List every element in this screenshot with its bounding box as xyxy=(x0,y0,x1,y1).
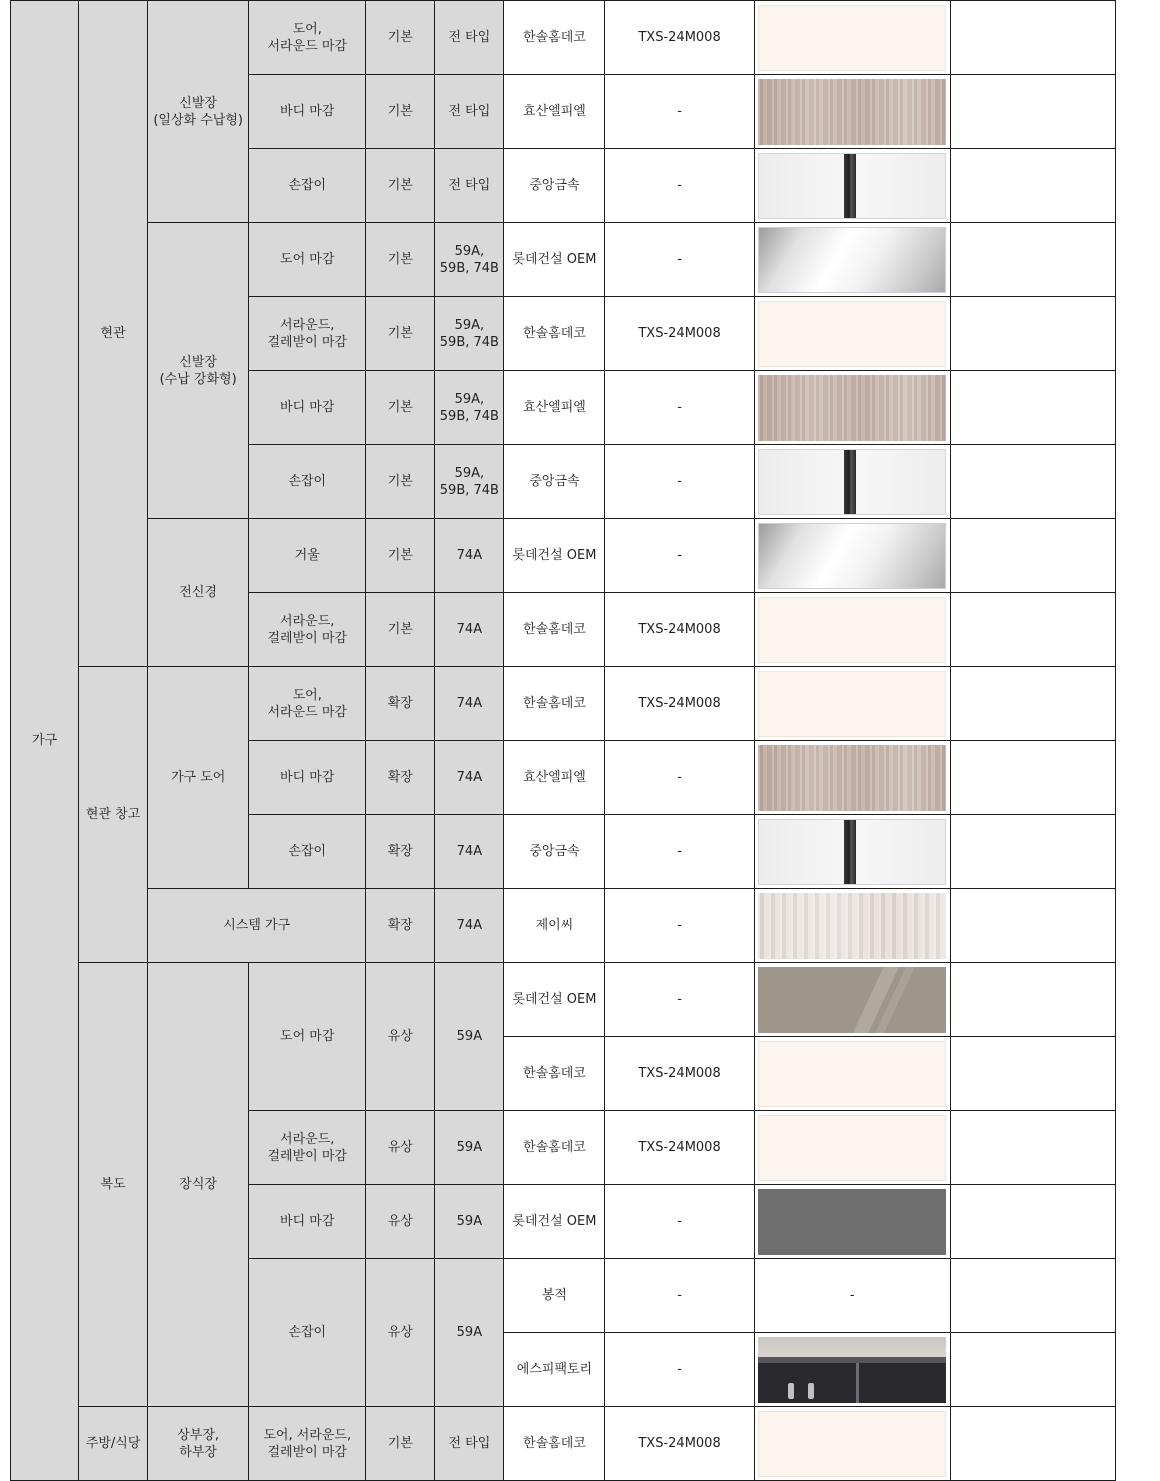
swatch-cell xyxy=(754,667,950,741)
wood-swatch-image xyxy=(758,375,946,441)
option-cell: 확장 xyxy=(366,667,435,741)
type-cell: 전 타입 xyxy=(435,1407,504,1481)
swatch-cell xyxy=(754,815,950,889)
maker-cell: 한솔홈데코 xyxy=(504,297,605,371)
option-cell: 기본 xyxy=(366,75,435,149)
code-cell: - xyxy=(605,889,754,963)
table-row xyxy=(11,223,1116,297)
maker-cell: 롯데건설 OEM xyxy=(504,963,605,1037)
type-cell: 59A xyxy=(435,1185,504,1259)
remark-cell xyxy=(950,815,1115,889)
type-cell: 74A xyxy=(435,667,504,741)
option-cell: 확장 xyxy=(366,815,435,889)
option-cell: 확장 xyxy=(366,889,435,963)
item-cell: 전신경 xyxy=(148,519,249,667)
part-label: 도어, 서라운드 마감 xyxy=(267,687,347,720)
part-cell: 바디 마감 xyxy=(249,75,366,149)
part-cell xyxy=(249,667,366,741)
item-label: 상부장, 하부장 xyxy=(177,1427,220,1460)
code-cell: - xyxy=(605,75,754,149)
code-cell: - xyxy=(605,741,754,815)
option-cell: 기본 xyxy=(366,223,435,297)
code-cell: TXS-24M008 xyxy=(605,1111,754,1185)
maker-cell: 한솔홈데코 xyxy=(504,1407,605,1481)
mirror-swatch-image xyxy=(758,227,946,293)
remark-cell xyxy=(950,149,1115,223)
table-row xyxy=(11,1407,1116,1481)
option-cell: 유상 xyxy=(366,963,435,1111)
remark-cell xyxy=(950,1037,1115,1111)
item-label: 신발장 (수납 강화형) xyxy=(159,354,237,387)
remark-cell xyxy=(950,1333,1115,1407)
space-cell: 주방/식당 xyxy=(79,1407,148,1481)
code-cell: TXS-24M008 xyxy=(605,1,754,75)
cream-swatch-image xyxy=(758,1115,946,1181)
swatch-cell xyxy=(754,1037,950,1111)
type-cell: 전 타입 xyxy=(435,75,504,149)
remark-cell xyxy=(950,593,1115,667)
swatch-cell xyxy=(754,149,950,223)
cream-swatch-image xyxy=(758,301,946,367)
handle-swatch-image xyxy=(758,819,946,885)
code-cell: TXS-24M008 xyxy=(605,667,754,741)
maker-cell: 롯데건설 OEM xyxy=(504,1185,605,1259)
option-cell: 유상 xyxy=(366,1185,435,1259)
swatch-cell xyxy=(754,1111,950,1185)
table-row xyxy=(11,519,1116,593)
part-cell xyxy=(249,593,366,667)
code-cell: TXS-24M008 xyxy=(605,1037,754,1111)
swatch-cell xyxy=(754,371,950,445)
type-cell: 74A xyxy=(435,889,504,963)
part-cell xyxy=(249,1,366,75)
code-cell: TXS-24M008 xyxy=(605,297,754,371)
type-cell: 74A xyxy=(435,815,504,889)
part-cell: 손잡이 xyxy=(249,1259,366,1407)
gray-swatch-image xyxy=(758,1189,946,1255)
handle-swatch-image xyxy=(758,449,946,515)
cream-swatch-image xyxy=(758,1041,946,1107)
swatch-cell xyxy=(754,75,950,149)
remark-cell xyxy=(950,667,1115,741)
part-cell: 도어 마감 xyxy=(249,223,366,297)
code-cell: - xyxy=(605,223,754,297)
type-cell: 59A xyxy=(435,1259,504,1407)
option-cell: 기본 xyxy=(366,371,435,445)
item-cell: 시스템 가구 xyxy=(148,889,366,963)
item-cell xyxy=(148,1,249,223)
maker-cell: 효산엘피엘 xyxy=(504,371,605,445)
type-cell: 74A xyxy=(435,519,504,593)
option-cell: 유상 xyxy=(366,1259,435,1407)
code-cell: - xyxy=(605,371,754,445)
part-label: 도어, 서라운드, 걸레받이 마감 xyxy=(263,1427,352,1460)
code-cell: - xyxy=(605,149,754,223)
finish-spec-table xyxy=(10,0,1116,1481)
maker-cell: 롯데건설 OEM xyxy=(504,519,605,593)
space-cell: 복도 xyxy=(79,963,148,1407)
swatch-cell xyxy=(754,1333,950,1407)
swatch-cell xyxy=(754,741,950,815)
swatch-cell xyxy=(754,519,950,593)
part-cell: 도어 마감 xyxy=(249,963,366,1111)
light-wood-swatch-image xyxy=(758,893,946,959)
table-row xyxy=(11,889,1116,963)
type-cell: 59A xyxy=(435,963,504,1111)
option-cell: 확장 xyxy=(366,741,435,815)
type-cell: 전 타입 xyxy=(435,1,504,75)
item-cell xyxy=(148,1407,249,1481)
cream-swatch-image xyxy=(758,671,946,737)
space-cell: 현관 창고 xyxy=(79,667,148,963)
code-cell: TXS-24M008 xyxy=(605,1407,754,1481)
remark-cell xyxy=(950,963,1115,1037)
option-cell: 기본 xyxy=(366,519,435,593)
type-label: 59A, 59B, 74B xyxy=(439,465,499,498)
maker-cell: 제이씨 xyxy=(504,889,605,963)
part-label: 서라운드, 걸레받이 마감 xyxy=(267,1131,347,1164)
code-cell: - xyxy=(605,815,754,889)
table-row xyxy=(11,667,1116,741)
code-cell: - xyxy=(605,519,754,593)
part-label: 도어, 서라운드 마감 xyxy=(267,21,347,54)
item-cell xyxy=(148,223,249,519)
maker-cell: 봉적 xyxy=(504,1259,605,1333)
option-cell: 기본 xyxy=(366,593,435,667)
cream-swatch-image xyxy=(758,597,946,663)
maker-cell: 효산엘피엘 xyxy=(504,741,605,815)
maker-cell: 효산엘피엘 xyxy=(504,75,605,149)
remark-cell xyxy=(950,75,1115,149)
swatch-cell xyxy=(754,223,950,297)
cream-swatch-image xyxy=(758,1411,946,1477)
code-cell: - xyxy=(605,1333,754,1407)
category-cell: 가구 xyxy=(11,1,79,1481)
code-cell: TXS-24M008 xyxy=(605,593,754,667)
maker-cell: 중앙금속 xyxy=(504,149,605,223)
maker-cell: 한솔홈데코 xyxy=(504,1,605,75)
maker-cell: 한솔홈데코 xyxy=(504,1037,605,1111)
code-cell: - xyxy=(605,1259,754,1333)
option-cell: 기본 xyxy=(366,297,435,371)
part-cell: 손잡이 xyxy=(249,815,366,889)
part-cell: 바디 마감 xyxy=(249,1185,366,1259)
part-cell: 바디 마감 xyxy=(249,741,366,815)
wood-swatch-image xyxy=(758,745,946,811)
type-cell xyxy=(435,223,504,297)
maker-cell: 롯데건설 OEM xyxy=(504,223,605,297)
part-cell xyxy=(249,297,366,371)
remark-cell xyxy=(950,371,1115,445)
handle-photo-image xyxy=(758,1337,946,1403)
space-cell: 현관 xyxy=(79,1,148,667)
remark-cell xyxy=(950,889,1115,963)
remark-cell xyxy=(950,1111,1115,1185)
item-cell: 가구 도어 xyxy=(148,667,249,889)
maker-cell: 중앙금속 xyxy=(504,445,605,519)
maker-cell: 중앙금속 xyxy=(504,815,605,889)
maker-cell: 에스피팩토리 xyxy=(504,1333,605,1407)
table-row xyxy=(11,963,1116,1037)
option-cell: 기본 xyxy=(366,149,435,223)
code-cell: - xyxy=(605,445,754,519)
type-cell: 74A xyxy=(435,593,504,667)
swatch-cell xyxy=(754,1185,950,1259)
swatch-cell xyxy=(754,297,950,371)
remark-cell xyxy=(950,741,1115,815)
part-label: 서라운드, 걸레받이 마감 xyxy=(267,317,347,350)
swatch-cell xyxy=(754,1407,950,1481)
swatch-cell xyxy=(754,445,950,519)
maker-cell: 한솔홈데코 xyxy=(504,1111,605,1185)
type-cell xyxy=(435,445,504,519)
type-cell xyxy=(435,371,504,445)
remark-cell xyxy=(950,297,1115,371)
maker-cell: 한솔홈데코 xyxy=(504,667,605,741)
remark-cell xyxy=(950,1407,1115,1481)
code-cell: - xyxy=(605,1185,754,1259)
table-row xyxy=(11,1,1116,75)
option-cell: 기본 xyxy=(366,1407,435,1481)
type-label: 59A, 59B, 74B xyxy=(439,243,499,276)
swatch-cell xyxy=(754,593,950,667)
item-label: 신발장 (일상화 수납형) xyxy=(153,95,243,128)
remark-cell xyxy=(950,1259,1115,1333)
type-label: 59A, 59B, 74B xyxy=(439,391,499,424)
part-cell xyxy=(249,1111,366,1185)
part-label: 서라운드, 걸레받이 마감 xyxy=(267,613,347,646)
swatch-cell xyxy=(754,963,950,1037)
swatch-cell xyxy=(754,1,950,75)
cream-swatch-image xyxy=(758,5,946,71)
type-label: 59A, 59B, 74B xyxy=(439,317,499,350)
swatch-cell xyxy=(754,889,950,963)
type-cell: 전 타입 xyxy=(435,149,504,223)
remark-cell xyxy=(950,445,1115,519)
remark-cell xyxy=(950,223,1115,297)
remark-cell xyxy=(950,1,1115,75)
part-cell xyxy=(249,1407,366,1481)
type-cell xyxy=(435,297,504,371)
item-cell: 장식장 xyxy=(148,963,249,1407)
maker-cell: 한솔홈데코 xyxy=(504,593,605,667)
bronze-glass-swatch-image xyxy=(758,967,946,1033)
type-cell: 59A xyxy=(435,1111,504,1185)
option-cell: 기본 xyxy=(366,1,435,75)
handle-swatch-image xyxy=(758,153,946,219)
code-cell: - xyxy=(605,963,754,1037)
remark-cell xyxy=(950,519,1115,593)
mirror-swatch-image xyxy=(758,523,946,589)
option-cell: 유상 xyxy=(366,1111,435,1185)
part-cell: 거울 xyxy=(249,519,366,593)
part-cell: 손잡이 xyxy=(249,149,366,223)
remark-cell xyxy=(950,1185,1115,1259)
wood-swatch-image xyxy=(758,79,946,145)
type-cell: 74A xyxy=(435,741,504,815)
swatch-cell: - xyxy=(754,1259,950,1333)
option-cell: 기본 xyxy=(366,445,435,519)
part-cell: 바디 마감 xyxy=(249,371,366,445)
part-cell: 손잡이 xyxy=(249,445,366,519)
